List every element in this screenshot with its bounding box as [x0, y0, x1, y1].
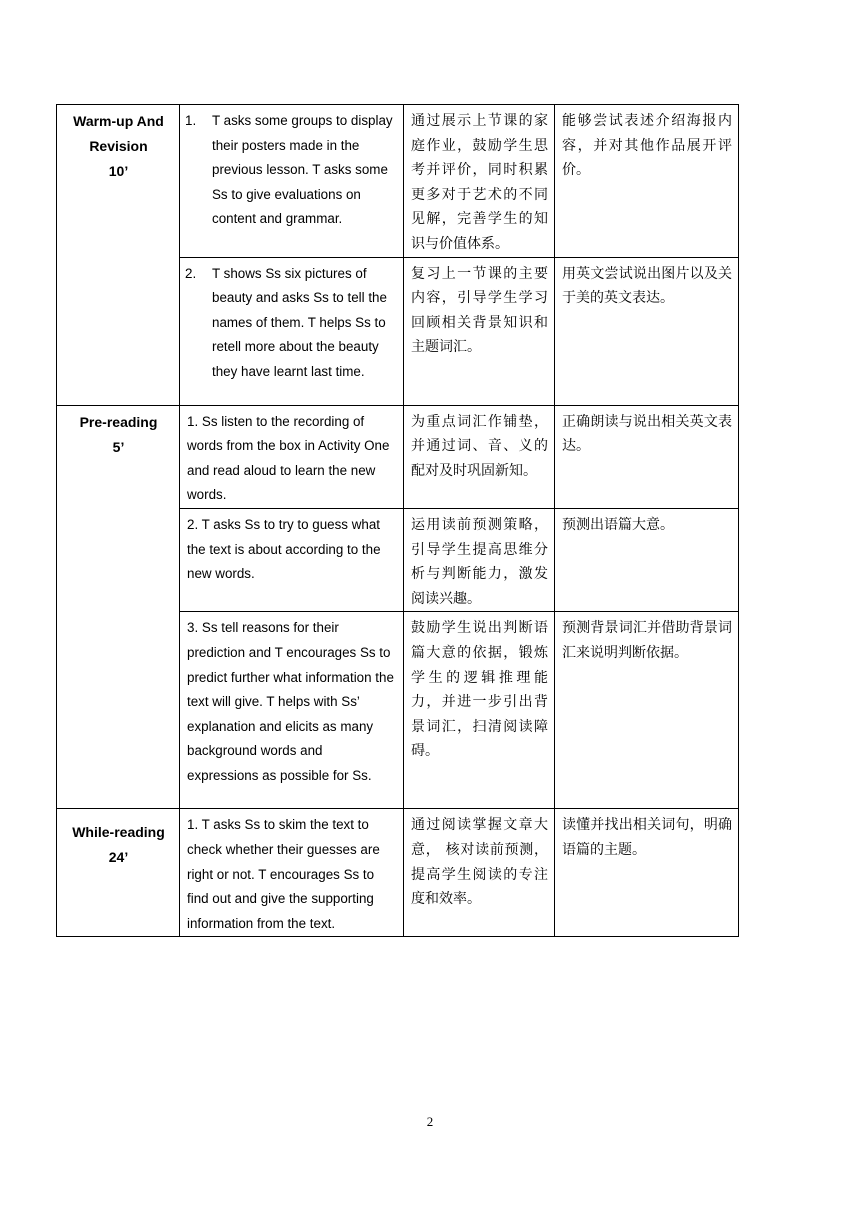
- list-number: 1.: [185, 113, 197, 128]
- stage-title: While-reading: [72, 824, 165, 841]
- purpose-cell: 鼓励学生说出判断语篇大意的依据，锻炼学生的逻辑推理能力，并进一步引出背景词汇，扫清阅读障碍。: [404, 612, 555, 809]
- table-row: [57, 809, 739, 937]
- stage-cell-whilereading: [57, 809, 180, 937]
- table-row: [57, 405, 739, 508]
- outcome-cell: 能够尝试表述介绍海报内容，并对其他作品展开评价。: [555, 105, 739, 258]
- purpose-cell: 通过阅读掌握文章大意， 核对读前预测，提高学生阅读的专注度和效率。: [404, 809, 555, 937]
- activity-text: T shows Ss six pictures of beauty and asks Ss to tell the names of them. T helps Ss to retell more about the beauty they have learnt last time.: [212, 265, 387, 379]
- activity-cell: 1. T asks Ss to skim the text to check whether their guesses are right or not. T encourages Ss to find out and give the supporting information from the text.: [180, 809, 404, 937]
- stage-time: 5’: [112, 438, 125, 455]
- activity-text: T asks some groups to display their posters made in the previous lesson. T asks some Ss to give evaluations on content and grammar.: [212, 113, 393, 227]
- activity-cell: 3. Ss tell reasons for their prediction and T encourages Ss to predict further what information the text will give. T helps with Ss’ explanation and elicits as many background words and expressions as possible for Ss.: [180, 612, 404, 809]
- stage-title: Pre-reading: [79, 413, 158, 430]
- stage-cell-prereading: [57, 405, 180, 809]
- page-number: 2: [426, 1114, 434, 1129]
- lesson-plan-table: [56, 104, 739, 937]
- purpose-cell: 运用读前预测策略，引导学生提高思维分析与判断能力，激发阅读兴趣。: [404, 508, 555, 611]
- outcome-cell: 读懂并找出相关词句，明确语篇的主题。: [555, 809, 739, 937]
- activity-cell: [180, 257, 404, 405]
- stage-time: 24’: [108, 849, 129, 866]
- outcome-cell: 预测出语篇大意。: [555, 508, 739, 611]
- stage-cell-warmup: [57, 105, 180, 406]
- purpose-cell: 为重点词汇作铺垫，并通过词、音、义的配对及时巩固新知。: [404, 405, 555, 508]
- outcome-cell: 用英文尝试说出图片以及关于美的英文表达。: [555, 257, 739, 405]
- activity-cell: [180, 105, 404, 258]
- outcome-cell: 预测背景词汇并借助背景词汇来说明判断依据。: [555, 612, 739, 809]
- table-row: [57, 105, 739, 258]
- list-number: 2.: [185, 265, 197, 281]
- activity-cell: 2. T asks Ss to try to guess what the text is about according to the new words.: [180, 508, 404, 611]
- outcome-cell: 正确朗读与说出相关英文表达。: [555, 405, 739, 508]
- stage-time: 10’: [108, 163, 129, 179]
- purpose-cell: 复习上一节课的主要内容，引导学生学习回顾相关背景知识和主题词汇。: [404, 257, 555, 405]
- purpose-cell: 通过展示上节课的家庭作业，鼓励学生思考并评价，同时积累更多对于艺术的不同见解，完善学生的知识与价值体系。: [404, 105, 555, 258]
- stage-title: Warm-up And Revision: [73, 113, 164, 154]
- activity-cell: 1. Ss listen to the recording of words from the box in Activity One and read aloud to learn the new words.: [180, 405, 404, 508]
